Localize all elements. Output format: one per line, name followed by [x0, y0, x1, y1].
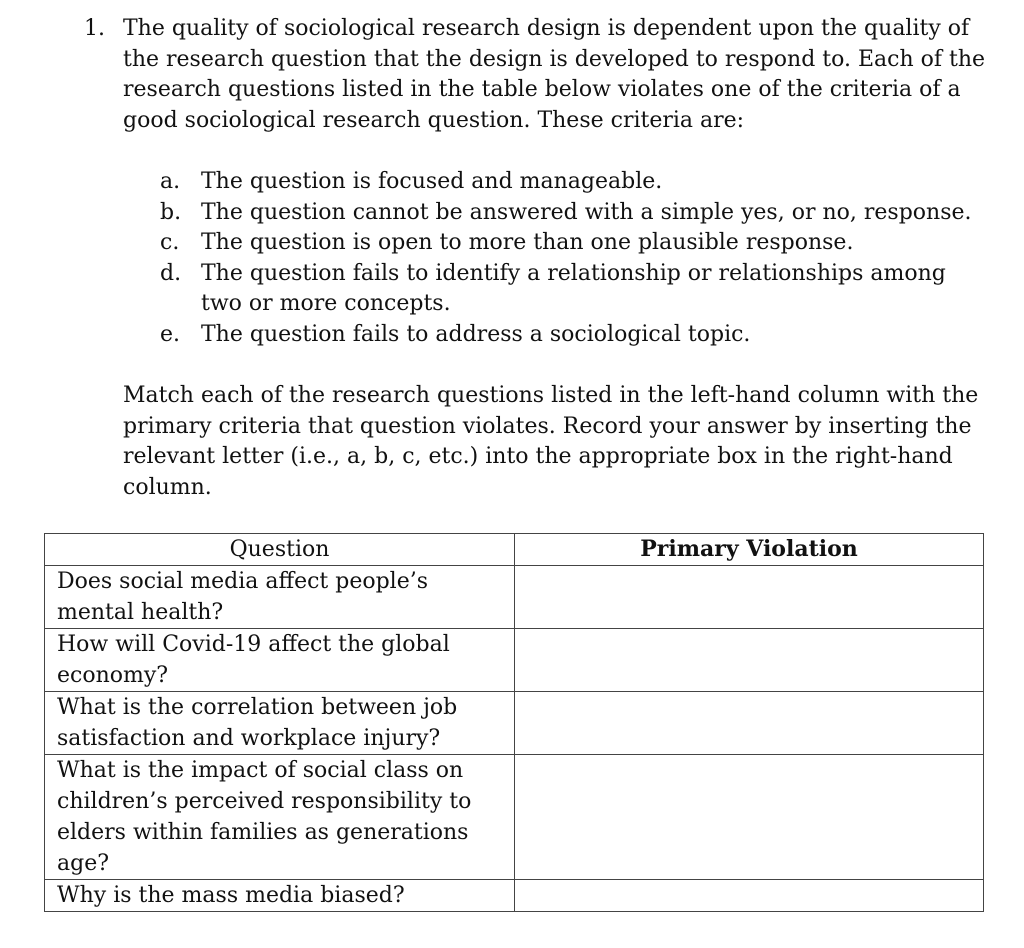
question-cell: What is the correlation between job satisfaction and workplace injury?	[45, 692, 515, 755]
table-row	[45, 880, 984, 912]
question-number: 1.	[84, 16, 105, 41]
answer-table	[44, 533, 984, 912]
criteria-text: The question is open to more than one plausible response.	[201, 230, 854, 255]
answer-cell[interactable]	[515, 629, 984, 692]
criteria-marker: a.	[160, 169, 181, 194]
answer-cell[interactable]	[515, 880, 984, 912]
table-row	[45, 566, 984, 629]
criteria-text: The question fails to identify a relationship or relationships among two or more concepts.	[201, 260, 946, 316]
criteria-marker: b.	[160, 199, 182, 225]
instructions-paragraph: Match each of the research questions listed in the left-hand column with the primary criteria that question violates. Record your answer by inserting the relevant letter (i.e., a, b, c, etc.) into the appropriate box in the right-hand column.	[123, 383, 979, 500]
question-cell: What is the impact of social class on children’s perceived responsibility to elders within families as generations age?	[45, 755, 515, 880]
criteria-item-a	[160, 167, 980, 198]
table-row	[45, 755, 984, 880]
question-cell: Why is the mass media biased?	[45, 880, 515, 912]
criteria-item-d	[160, 259, 980, 320]
criteria-item-c	[160, 228, 980, 259]
question-column-header: Question	[45, 534, 515, 566]
criteria-item-e	[160, 320, 980, 351]
criteria-item-b	[160, 198, 980, 229]
question-cell: Does social media affect people’s mental health?	[45, 566, 515, 629]
answer-cell[interactable]	[515, 755, 984, 880]
criteria-text: The question is focused and manageable.	[201, 169, 663, 194]
violation-column-header: Primary Violation	[515, 534, 984, 566]
table-row	[45, 629, 984, 692]
question-intro: The quality of sociological research design is dependent upon the quality of the research question that the design is developed to respond to. Each of the research questions listed in the table below violates one of the criteria of a good sociological research question. These criteria are:	[123, 16, 986, 133]
criteria-text: The question fails to address a sociological topic.	[201, 321, 751, 347]
criteria-list	[160, 167, 980, 350]
criteria-marker: d.	[160, 260, 182, 286]
table-header-row	[45, 534, 984, 566]
question-cell: How will Covid-19 affect the global economy?	[45, 629, 515, 692]
criteria-text: The question cannot be answered with a simple yes, or no, response.	[201, 199, 972, 225]
criteria-marker: e.	[160, 321, 181, 347]
answer-cell[interactable]	[515, 566, 984, 629]
answer-cell[interactable]	[515, 692, 984, 755]
criteria-marker: c.	[160, 230, 180, 255]
table-row	[45, 692, 984, 755]
